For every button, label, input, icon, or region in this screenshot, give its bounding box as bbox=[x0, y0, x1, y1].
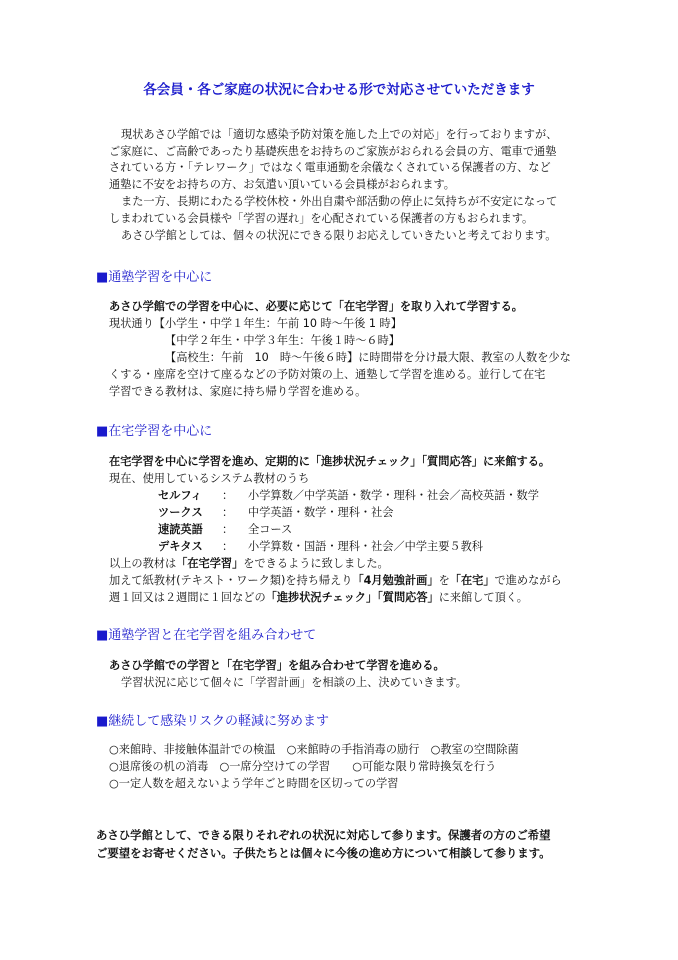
heading-text: 継続して感染リスクの軽減に努めます bbox=[108, 714, 330, 729]
section-heading-infection-control bbox=[96, 710, 329, 729]
text-emphasis: 「進捗状況チェック」「質問応答」 bbox=[265, 591, 439, 604]
section-line: ○一定人数を超えないよう学年ごと時間を区切っての学習 bbox=[109, 777, 399, 790]
heading-marker: ■ bbox=[96, 424, 109, 439]
system-name: デキタス bbox=[158, 540, 203, 553]
section-line: 【高校生：午前 10 時～午後６時】に時間帯を分け最大限、教室の人数を少な bbox=[165, 351, 571, 364]
section-lead: あさひ学館での学習を中心に、必要に応じて「在宅学習」を取り入れて学習する。 bbox=[109, 300, 523, 313]
section-line bbox=[109, 556, 389, 572]
section-line: くする・座席を空けて座るなどの予防対策の上、通塾して学習を進める。並行して在宅 bbox=[109, 368, 546, 381]
footer-line: あさひ学館として、できる限りそれぞれの状況に対応して参ります。保護者の方のご希望 bbox=[96, 828, 551, 842]
text-segment: 加えて紙教材(テキスト・ワーク類)を持ち帰えり bbox=[109, 574, 353, 587]
section-heading-commute bbox=[96, 266, 212, 285]
text-segment: を bbox=[438, 574, 450, 587]
system-colon: ： bbox=[222, 540, 234, 553]
section-line: 現在、使用しているシステム教材のうち bbox=[109, 472, 310, 485]
text-emphasis: 「在宅学習」 bbox=[176, 557, 244, 570]
system-colon: ： bbox=[222, 506, 234, 519]
system-desc: 小学算数・国語・理科・社会／中学主要５教科 bbox=[248, 540, 483, 553]
system-desc: 全コース bbox=[248, 523, 293, 536]
section-line: 学習できる教材は、家庭に持ち帰り学習を進める。 bbox=[109, 385, 367, 398]
intro-line: されている方・「テレワーク」ではなく電車通勤を余儀なくされている保護者の方、など bbox=[109, 161, 551, 174]
section-heading-combined bbox=[96, 624, 316, 643]
heading-text: 在宅学習を中心に bbox=[108, 424, 213, 439]
system-name: ツークス bbox=[158, 506, 203, 519]
text-segment: で進めながら bbox=[494, 574, 562, 587]
intro-line: 通塾に不安をお持ちの方、お気遣い頂いている会員様がおられます。 bbox=[109, 178, 455, 191]
system-colon: ： bbox=[222, 523, 234, 536]
section-line: ○退席後の机の消毒 ○一席分空けての学習 ○可能な限り常時換気を行う bbox=[109, 760, 497, 773]
text-emphasis: 「4月勉強計画」 bbox=[352, 574, 439, 587]
text-emphasis: 「在宅」 bbox=[449, 574, 495, 587]
heading-marker: ■ bbox=[96, 628, 109, 643]
text-segment: をできるように致しました。 bbox=[243, 557, 389, 570]
section-line: 【中学２年生・中学３年生：午後１時～６時】 bbox=[165, 334, 400, 347]
page-title: 各会員・各ご家庭の状況に合わせる形で対応させていただきます bbox=[143, 82, 535, 98]
intro-line: 現状あさひ学館では「適切な感染予防対策を施した上での対応」を行っておりますが、 bbox=[121, 128, 558, 141]
section-line bbox=[109, 573, 562, 589]
intro-line: しまわれている会員様や「学習の遅れ」を心配されている保護者の方もおられます。 bbox=[109, 212, 534, 225]
system-colon: ： bbox=[222, 489, 234, 502]
section-heading-home bbox=[96, 420, 212, 439]
system-desc: 中学英語・数学・理科・社会 bbox=[248, 506, 394, 519]
system-name: セルフィ bbox=[158, 489, 202, 502]
section-lead: あさひ学館での学習と「在宅学習」を組み合わせて学習を進める。 bbox=[109, 659, 445, 672]
footer-line: ご要望をお寄せください。子供たちとは個々に今後の進め方について相談して参ります。 bbox=[96, 846, 551, 860]
heading-marker: ■ bbox=[96, 714, 109, 729]
heading-text: 通塾学習を中心に bbox=[108, 270, 213, 285]
intro-line: あさひ学館としては、個々の状況にできる限りお応えしていきたいと考えております。 bbox=[121, 229, 557, 242]
heading-text: 通塾学習と在宅学習を組み合わせて bbox=[108, 628, 317, 643]
system-name: 速読英語 bbox=[158, 523, 203, 536]
text-segment: 週１回又は２週間に１回などの bbox=[109, 591, 266, 604]
section-line bbox=[109, 590, 528, 606]
system-desc: 小学算数／中学英語・数学・理科・社会／高校英語・数学 bbox=[248, 489, 539, 502]
intro-line: また一方、長期にわたる学校休校・外出自粛や部活動の停止に気持ちが不安定になって bbox=[121, 195, 558, 208]
heading-marker: ■ bbox=[96, 270, 109, 285]
section-lead: 在宅学習を中心に学習を進め、定期的に「進捗状況チェック」「質問応答」に来館する。 bbox=[109, 455, 551, 468]
text-segment: 以上の教材は bbox=[109, 557, 177, 570]
text-segment: に来館して頂く。 bbox=[438, 591, 528, 604]
section-line: 学習状況に応じて個々に「学習計画」を相談の上、決めていきます。 bbox=[121, 676, 467, 689]
intro-line: ご家庭に、ご高齢であったり基礎疾患をお持ちのご家族がおられる会員の方、電車で通塾 bbox=[109, 145, 557, 158]
section-line: ○来館時、非接触体温計での検温 ○来館時の手指消毒の励行 ○教室の空間除菌 bbox=[109, 743, 519, 756]
section-line: 現状通り【小学生・中学１年生：午前 10 時～午後 1 時】 bbox=[109, 317, 402, 330]
